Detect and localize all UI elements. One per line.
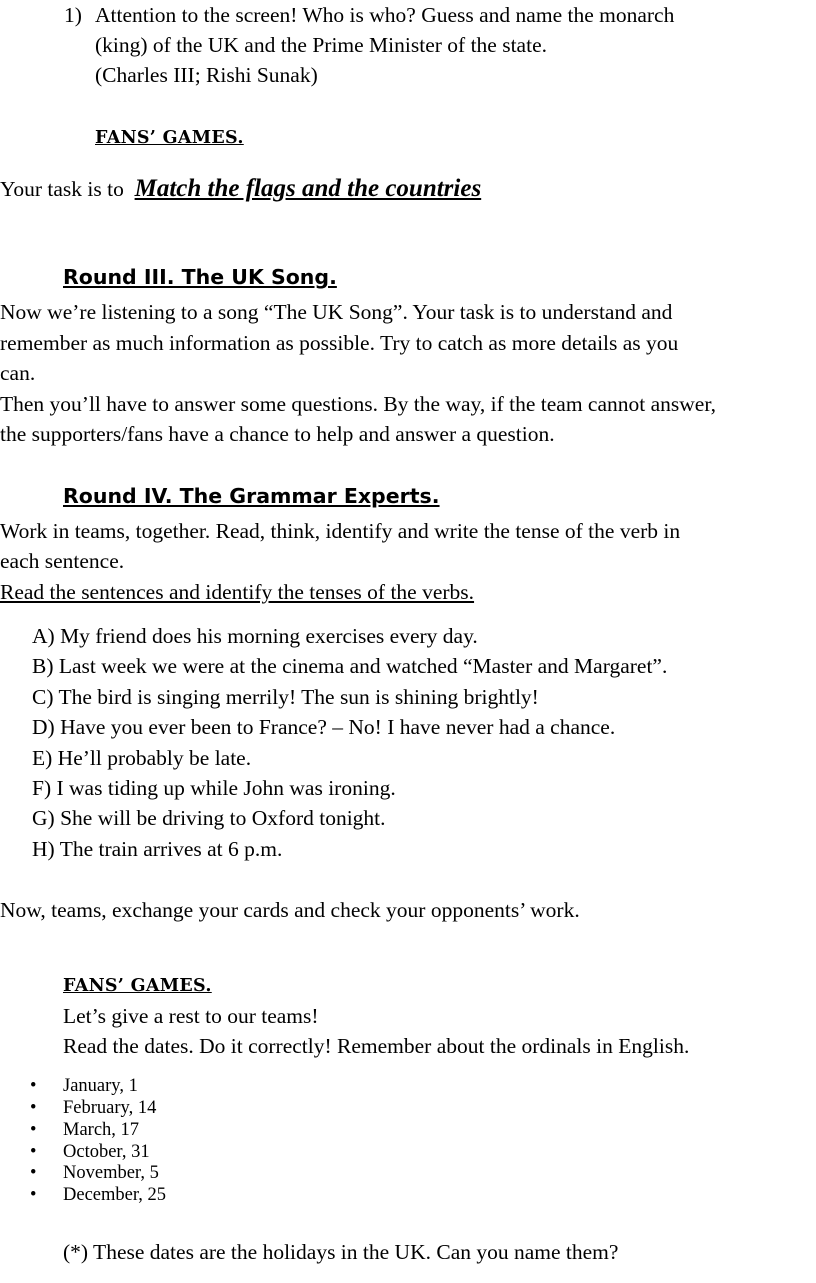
list-item-letter: D) — [32, 715, 55, 739]
list-item — [32, 773, 396, 803]
date-text: January, 1 — [63, 1076, 138, 1096]
list-item-text: Have you ever been to France? – No! I have never had a chance. — [60, 715, 616, 739]
bullet-icon: • — [30, 1185, 37, 1205]
bullet-icon: • — [30, 1163, 37, 1183]
list-item — [32, 803, 386, 833]
round-3-line: can. — [0, 361, 36, 385]
round-4-line-1: Work in teams, together. Read, think, identify and write the tense of the verb in — [0, 519, 681, 543]
list-item-text: The bird is singing merrily! The sun is shining brightly! — [58, 685, 539, 709]
list-item-text: Last week we were at the cinema and watched “Master and Margaret”. — [58, 654, 668, 678]
date-text: February, 14 — [63, 1098, 157, 1118]
fans-games-line-2: Read the dates. Do it correctly! Remember about the ordinals in English. — [63, 1034, 690, 1058]
bullet-icon: • — [30, 1098, 37, 1118]
round-4-closing: Now, teams, exchange your cards and check your opponents’ work. — [0, 898, 580, 922]
list-item-letter: F) — [32, 776, 52, 800]
list-item — [32, 682, 539, 712]
fans-games-heading-1: FANS’ GAMES. — [95, 128, 244, 148]
task-emphasis: Match the flags and the countries — [134, 175, 482, 202]
round-4-heading: Round IV. The Grammar Experts. — [63, 484, 440, 508]
round-3-line: Then you’ll have to answer some questions. By the way, if the team cannot answer, — [0, 392, 717, 416]
task-prefix: Your task is to — [0, 177, 135, 201]
task-line — [0, 174, 481, 204]
round-3-line: Now we’re listening to a song “The UK Song”. Your task is to understand and — [0, 300, 673, 324]
date-text: March, 17 — [63, 1120, 140, 1140]
intro-line-3: (Charles III; Rishi Sunak) — [95, 63, 318, 87]
date-text: November, 5 — [63, 1163, 159, 1183]
bullet-icon: • — [30, 1142, 37, 1162]
date-text: December, 25 — [63, 1185, 167, 1205]
round-3-line: remember as much information as possible. Try to catch as more details as you — [0, 331, 679, 355]
list-item-letter: C) — [32, 685, 54, 709]
intro-line-1: Attention to the screen! Who is who? Guess and name the monarch — [95, 3, 675, 27]
round-4-instruction: Read the sentences and identify the tenses of the verbs. — [0, 580, 475, 604]
intro-line-2: (king) of the UK and the Prime Minister of the state. — [95, 33, 547, 57]
list-item-text: My friend does his morning exercises every day. — [60, 624, 478, 648]
fans-games-line-1: Let’s give a rest to our teams! — [63, 1004, 319, 1028]
list-item-letter: H) — [32, 837, 55, 861]
list-item-letter: G) — [32, 806, 55, 830]
list-item-text: I was tiding up while John was ironing. — [56, 776, 396, 800]
list-item-letter: E) — [32, 746, 53, 770]
list-item — [32, 621, 478, 651]
date-text: October, 31 — [63, 1142, 150, 1162]
list-item — [32, 743, 251, 773]
list-item-text: The train arrives at 6 p.m. — [59, 837, 283, 861]
round-3-heading: Round III. The UK Song. — [63, 265, 337, 289]
bullet-icon: • — [30, 1076, 37, 1096]
fans-games-heading-2: FANS’ GAMES. — [63, 976, 212, 996]
list-item-text: He’ll probably be late. — [57, 746, 252, 770]
item-number: 1) — [64, 3, 82, 27]
list-item-letter: B) — [32, 654, 54, 678]
list-item — [32, 834, 282, 864]
list-item-text: She will be driving to Oxford tonight. — [60, 806, 386, 830]
round-3-line: the supporters/fans have a chance to help and answer a question. — [0, 422, 555, 446]
bullet-icon: • — [30, 1120, 37, 1140]
list-item — [32, 651, 667, 681]
list-item-letter: A) — [32, 624, 55, 648]
holidays-question: (*) These dates are the holidays in the UK. Can you name them? — [63, 1240, 619, 1264]
list-item — [32, 712, 615, 742]
round-4-line-2: each sentence. — [0, 549, 125, 573]
